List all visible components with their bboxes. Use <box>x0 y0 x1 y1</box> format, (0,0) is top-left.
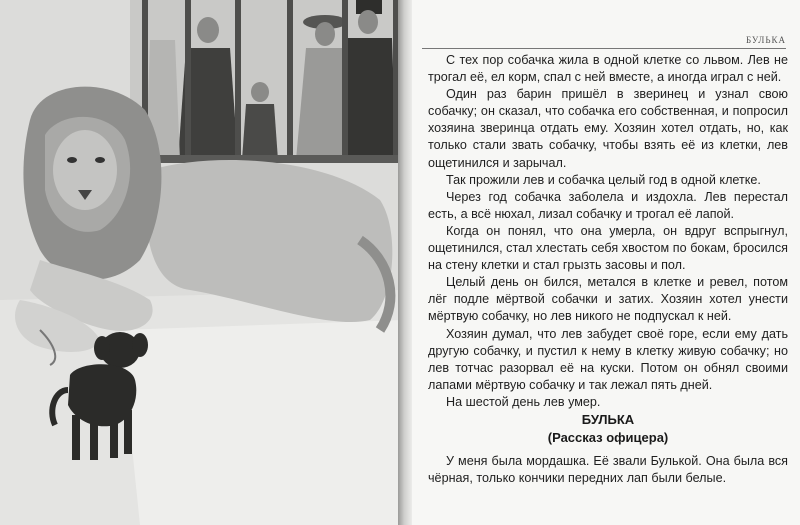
paragraph: Через год собачка заболела и издохла. Лев перестал есть, а всё нюхал, лизал собачку и трогал её лапой. <box>428 189 788 221</box>
story-title: БУЛЬКА <box>581 412 635 427</box>
paragraph: На шестой день лев умер. <box>446 394 601 409</box>
paragraph: Целый день он бился, метался в клетке и ревел, потом лёг подле мёртвой собачки и затих. Хозяин хотел унести мёртвую собачку, но лев никого не подпускал к ней. <box>428 275 788 324</box>
story-body <box>428 52 788 411</box>
paragraph: Хозяин думал, что лев забудет своё горе, если ему дать другую собачку, и пустил к нему в клетку живую собачку; но лев тотчас разорвал её на куски. Потом он обнял своими лапами мёртвую собачку и так лежал пять дней. <box>428 326 788 392</box>
paragraph: Когда он понял, что она умерла, он вдруг вспрыгнул, ощетинился, стал хлестать себя хвостом по бокам, бросился на стену клетки и стал грызть засовы и пол. <box>428 223 788 273</box>
header-rule <box>422 48 786 49</box>
story-subtitle: (Рассказ офицера) <box>547 430 669 445</box>
running-head: БУЛЬКА <box>746 35 786 45</box>
paragraph: С тех пор собачка жила в одной клетке со львом. Лев не трогал её, ел корм, спал с ней вместе, а иногда играл с ней. <box>428 53 788 85</box>
story-opening <box>428 453 788 487</box>
text-page <box>412 0 800 525</box>
paragraph: У меня была мордашка. Её звали Булькой. Она была вся чёрная, только кончики передних лап были белые. <box>428 454 788 486</box>
paragraph: Один раз барин пришёл в зверинец и узнал свою собачку; он сказал, что собачка его собственная, и попросил хозяина зверинца отдать ему. Хозяин хотел отдать, но, как только стали звать собачку, чтобы взять её из клетки, лев ощетинился и зарычал. <box>428 87 788 170</box>
paragraph: Так прожили лев и собачка целый год в одной клетке. <box>446 172 761 187</box>
